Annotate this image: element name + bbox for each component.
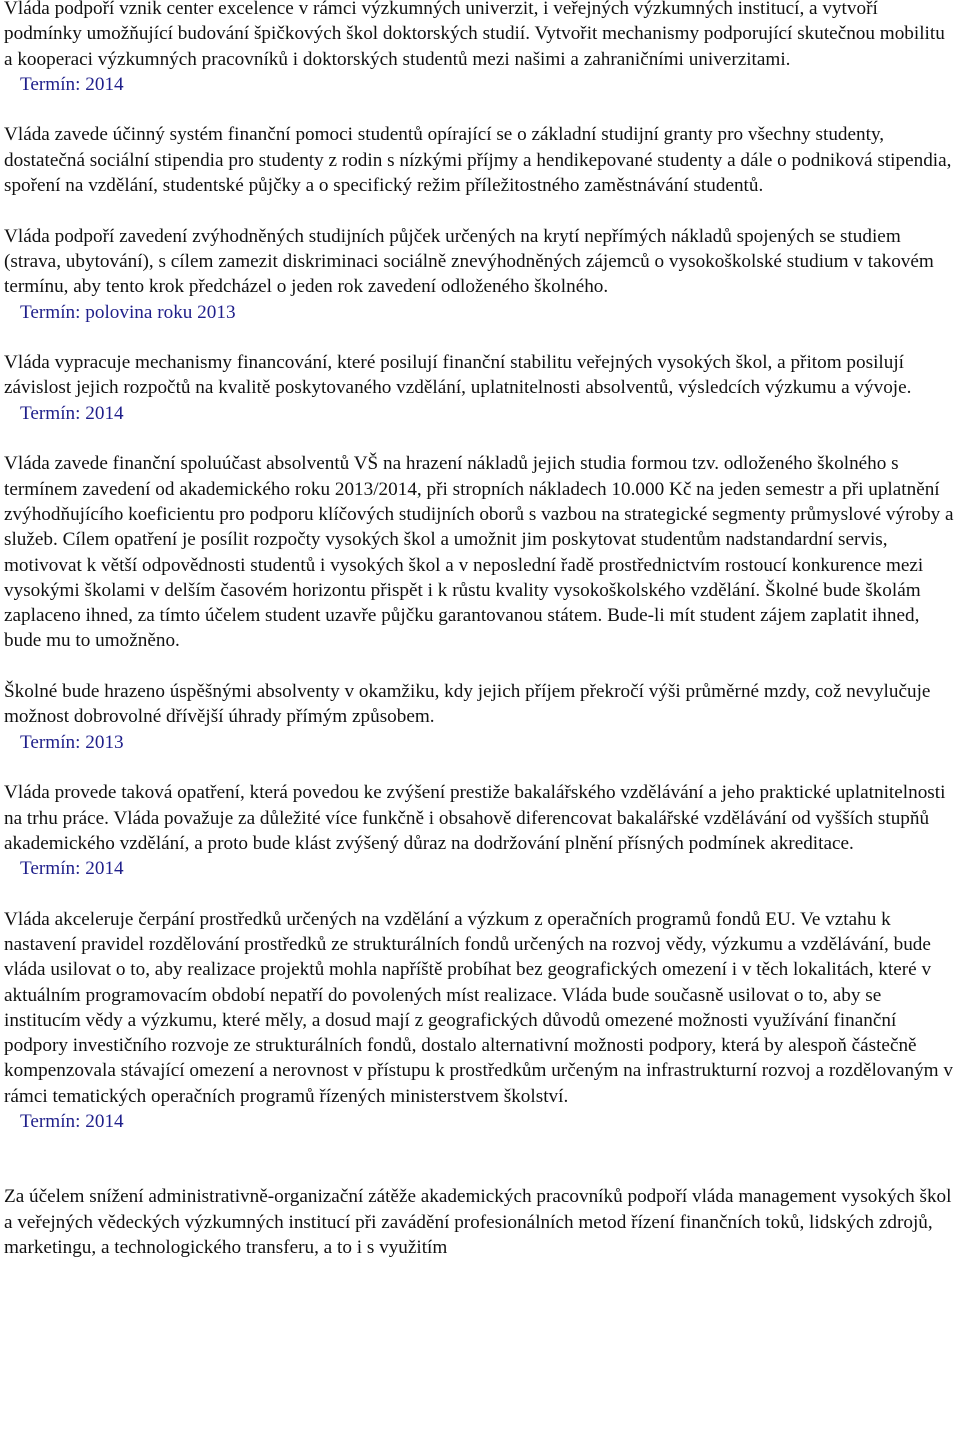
paragraph-gap [4, 198, 956, 223]
paragraph-funding-mechanisms: Vláda vypracuje mechanismy financování, které posilují finanční stabilitu veřejných vysokých škol, a přitom posilují závislost jejich rozpočtů na kvalitě poskytovaného vzdělání, uplatnitelnosti absolventů, výsledcích výzkumu a vývoje. [4, 352, 912, 399]
paragraph-gap [4, 97, 956, 122]
paragraph-eu-funds: Vláda akceleruje čerpání prostředků určených na vzdělání a výzkum z operačních programů fondů EU. Ve vztahu k nastavení pravidel rozdělování prostředků ze strukturálních fondů určených na rozvoj vědy, výzkumu a vzdělávání, bude vláda usilovat o to, aby realizace projektů mohla napříště probíhat bez geografických omezení i v těch lokalitách, které v aktuálním programovacím období nepatří do povolených míst realizace. Vláda bude současně usilovat o to, aby se institucím vědy a výzkumu, které měly, a dosud mají z geografických důvodů omezené možnosti využívání finanční podpory investičního rozvoje ze strukturálních fondů, dostalo alternativní možnosti podpory, která by alespoň částečně kompenzovala stávající omezení a nerovnost v přístupu k prostředkům určeným na infrastrukturní rozvoj a rozdělovaným v rámci tematických operačních programů řízených ministerstvem školství. [4, 908, 953, 1107]
paragraph-deferred-tuition: Vláda zavede finanční spoluúčast absolventů VŠ na hrazení nákladů jejich studia formou tzv. odloženého školného s termínem zavedení od akademického roku 2013/2014, při stropních nákladech 10.000 Kč na jeden semestr a při uplatnění zvýhodňujícího koeficientu pro podporu klíčových studijních oborů s vazbou na strategické segmenty průmyslové výroby a služeb. Cílem opatření je posílit rozpočty vysokých škol a umožnit jim poskytovat studentům nadstandardní servis, motivovat k větší odpovědnosti studentů i vysokých škol a v neposlední řadě prostřednictvím rostoucí konkurence mezi vysokými školami v delším časovém horizontu přispět i k růstu kvality vysokoškolského vzdělání. Školné bude školám zaplaceno ihned, za tímto účelem student uzavře půjčku garantovanou státem. Bude-li mít student zájem zaplatit ihned, bude mu to umožněno. [4, 453, 954, 652]
paragraph-gap [4, 881, 956, 906]
paragraph-gap [4, 426, 956, 451]
deadline-eu-funds: Termín: 2014 [20, 1111, 124, 1133]
paragraph-gap [4, 755, 956, 780]
paragraph-gap [4, 654, 956, 679]
deadline-bachelor-prestige: Termín: 2014 [20, 858, 124, 880]
paragraph-administrative-burden: Za účelem snížení administrativně-organizační zátěže akademických pracovníků podpoří vláda management vysokých škol a veřejných vědeckých výzkumných institucí při zavádění profesionálních metod řízení finančních toků, lidských zdrojů, marketingu, a technologického transferu, a to i s využitím [4, 1186, 952, 1258]
paragraph-financial-aid: Vláda zavede účinný systém finanční pomoci studentů opírající se o základní studijní granty pro všechny studenty, dostatečná sociální stipendia pro studenty z rodin s nízkými příjmy a hendikepované studenty a dále o podniková stipendia, spoření na vzdělání, studentské půjčky a o specifický režim příležitostného zaměstnávání studentů. [4, 124, 952, 197]
paragraph-excellence-centers: Vláda podpoří vznik center excelence v rámci výzkumných univerzit, i veřejných výzkumných institucí, a vytvoří podmínky umožňující budování špičkových škol doktorských studií. Vytvořit mechanismy podporující skutečnou mobilitu a kooperaci výzkumných pracovníků i doktorských studentů mezi našimi a zahraničními univerzitami. [4, 0, 945, 70]
deadline-student-loans: Termín: polovina roku 2013 [20, 301, 236, 323]
deadline-funding-mechanisms: Termín: 2014 [20, 402, 124, 424]
paragraph-bachelor-prestige: Vláda provede taková opatření, která povedou ke zvýšení prestiže bakalářského vzdělávání a jeho praktické uplatnitelnosti na trhu práce. Vláda považuje za důležité více funkčně i obsahově diferencovat bakalářské vzdělávání od vyšších stupňů akademického vzdělání, a proto bude klást zvýšený důraz na dodržování plnění přísných podmínek akreditace. [4, 782, 946, 854]
deadline-tuition-repayment: Termín: 2013 [20, 731, 124, 753]
paragraph-gap [4, 325, 956, 350]
paragraph-gap [4, 1134, 956, 1184]
deadline-excellence-centers: Termín: 2014 [20, 73, 124, 95]
paragraph-tuition-repayment: Školné bude hrazeno úspěšnými absolventy v okamžiku, kdy jejich příjem překročí výši průměrné mzdy, což nevylučuje možnost dobrovolné dřívější úhrady přímým způsobem. [4, 681, 931, 728]
paragraph-student-loans: Vláda podpoří zavedení zvýhodněných studijních půjček určených na krytí nepřímých nákladů spojených se studiem (strava, ubytování), s cílem zamezit diskriminaci sociálně znevýhodněných zájemců o vysokoškolské studium v takovém termínu, aby tento krok předcházel o jeden rok zavedení odloženého školného. [4, 225, 934, 298]
